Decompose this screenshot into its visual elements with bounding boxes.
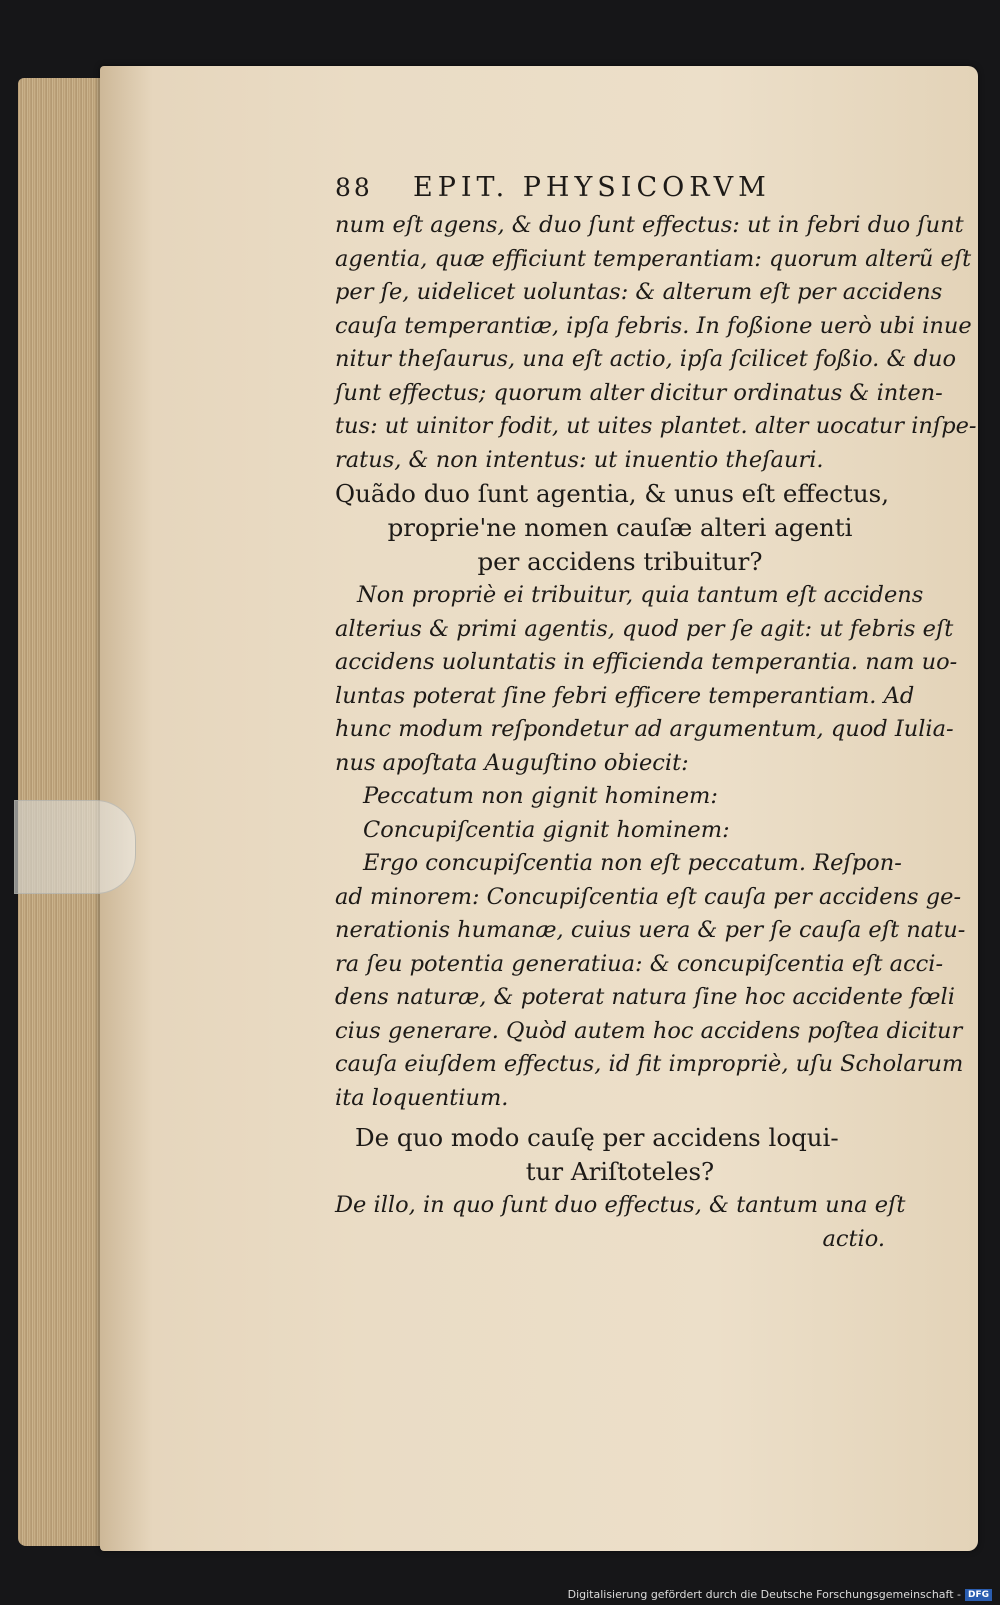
text-line: tus: ut uinitor fodit, ut uites plantet. alter uocatur inſpe- [335,413,977,439]
text-line: ratus, & non intentus: ut inuentio theſauri. [335,446,824,473]
text-line: nitur theſaurus, una eſt actio, ipſa ſcilicet foßio. & duo [335,346,957,372]
paragraph-4 [335,1189,905,1256]
dfg-logo: DFG [965,1589,992,1601]
text-line: accidens uoluntatis in efficienda temperantia. nam uo- [335,649,958,675]
text-line: actio. [822,1225,885,1252]
syllogism [335,780,905,881]
text-line: ſunt effectus; quorum alter dicitur ordinatus & inten- [335,379,943,406]
syllogism-line: Ergo concupiſcentia non eſt peccatum. Reſpon- [363,850,902,876]
text-line: Non propriè ei tribuitur, quia tantum eſt accidens [357,582,924,608]
text-line: ita loquentium. [335,1084,509,1111]
text-line: ad minorem: Concupiſcentia eſt cauſa per accidens ge- [335,883,962,910]
question-heading-1 [335,477,905,579]
running-head [335,172,905,203]
text-line: De illo, in quo ſunt duo effectus, & tantum una eſt [335,1192,906,1218]
question-line: De quo modo cauſę per accidens loqui- [355,1123,839,1152]
syllogism-line: Peccatum non gignit hominem: [363,783,718,809]
text-line: per ſe, uidelicet uoluntas: & alterum eſt per accidens [335,279,943,305]
text-line: cius generare. Quòd autem hoc accidens poſtea dicitur [335,1017,963,1044]
text-line: num eſt agens, & duo ſunt effectus: ut in febri duo ſunt [335,212,964,238]
plastic-page-clip [14,800,136,894]
credit-text: Digitalisierung gefördert durch die Deutsche Forschungsgemeinschaft - [567,1588,961,1601]
question-line: Quãdo duo ſunt agentia, & unus eſt effectus, [335,479,889,508]
page-number: 88 [335,173,373,202]
text-line: ra ſeu potentia generatiua: & concupiſcentia eſt acci- [335,950,944,977]
text-line: nus apoſtata Auguſtino obiecit: [335,749,689,776]
paragraph-2 [335,579,958,780]
paragraph-3 [335,881,966,1116]
text-line: dens naturæ, & poterat natura ſine hoc accidente fœli [335,984,955,1010]
text-line: cauſa temperantiæ, ipſa febris. In foßione uerò ubi inue [335,312,972,339]
syllogism-line: Concupiſcentia gignit hominem: [363,816,730,843]
paragraph-1 [335,209,977,477]
question-line: tur Ariſtoteles? [525,1157,715,1186]
running-head-title: EPIT. PHYSICORVM [413,172,771,203]
text-line: luntas poterat ſine febri efficere temperantiam. Ad [335,682,915,709]
question-heading-2 [335,1121,905,1189]
question-line: proprie'ne nomen cauſæ alteri agenti [387,513,853,542]
text-line: cauſa eiuſdem effectus, id fit impropriè, uſu Scholarum [335,1051,964,1077]
page-text-block [335,172,977,1256]
digitization-credit [568,1588,992,1601]
text-line: agentia, quæ efficiunt temperantiam: quorum alterũ eſt [335,245,972,272]
question-line: per accidens tribuitur? [477,547,763,576]
text-line: hunc modum reſpondetur ad argumentum, quod Iulia- [335,716,954,742]
text-line: nerationis humanæ, cuius uera & per ſe cauſa eſt natu- [335,917,966,943]
text-line: alterius & primi agentis, quod per ſe agit: ut febris eſt [335,615,954,642]
